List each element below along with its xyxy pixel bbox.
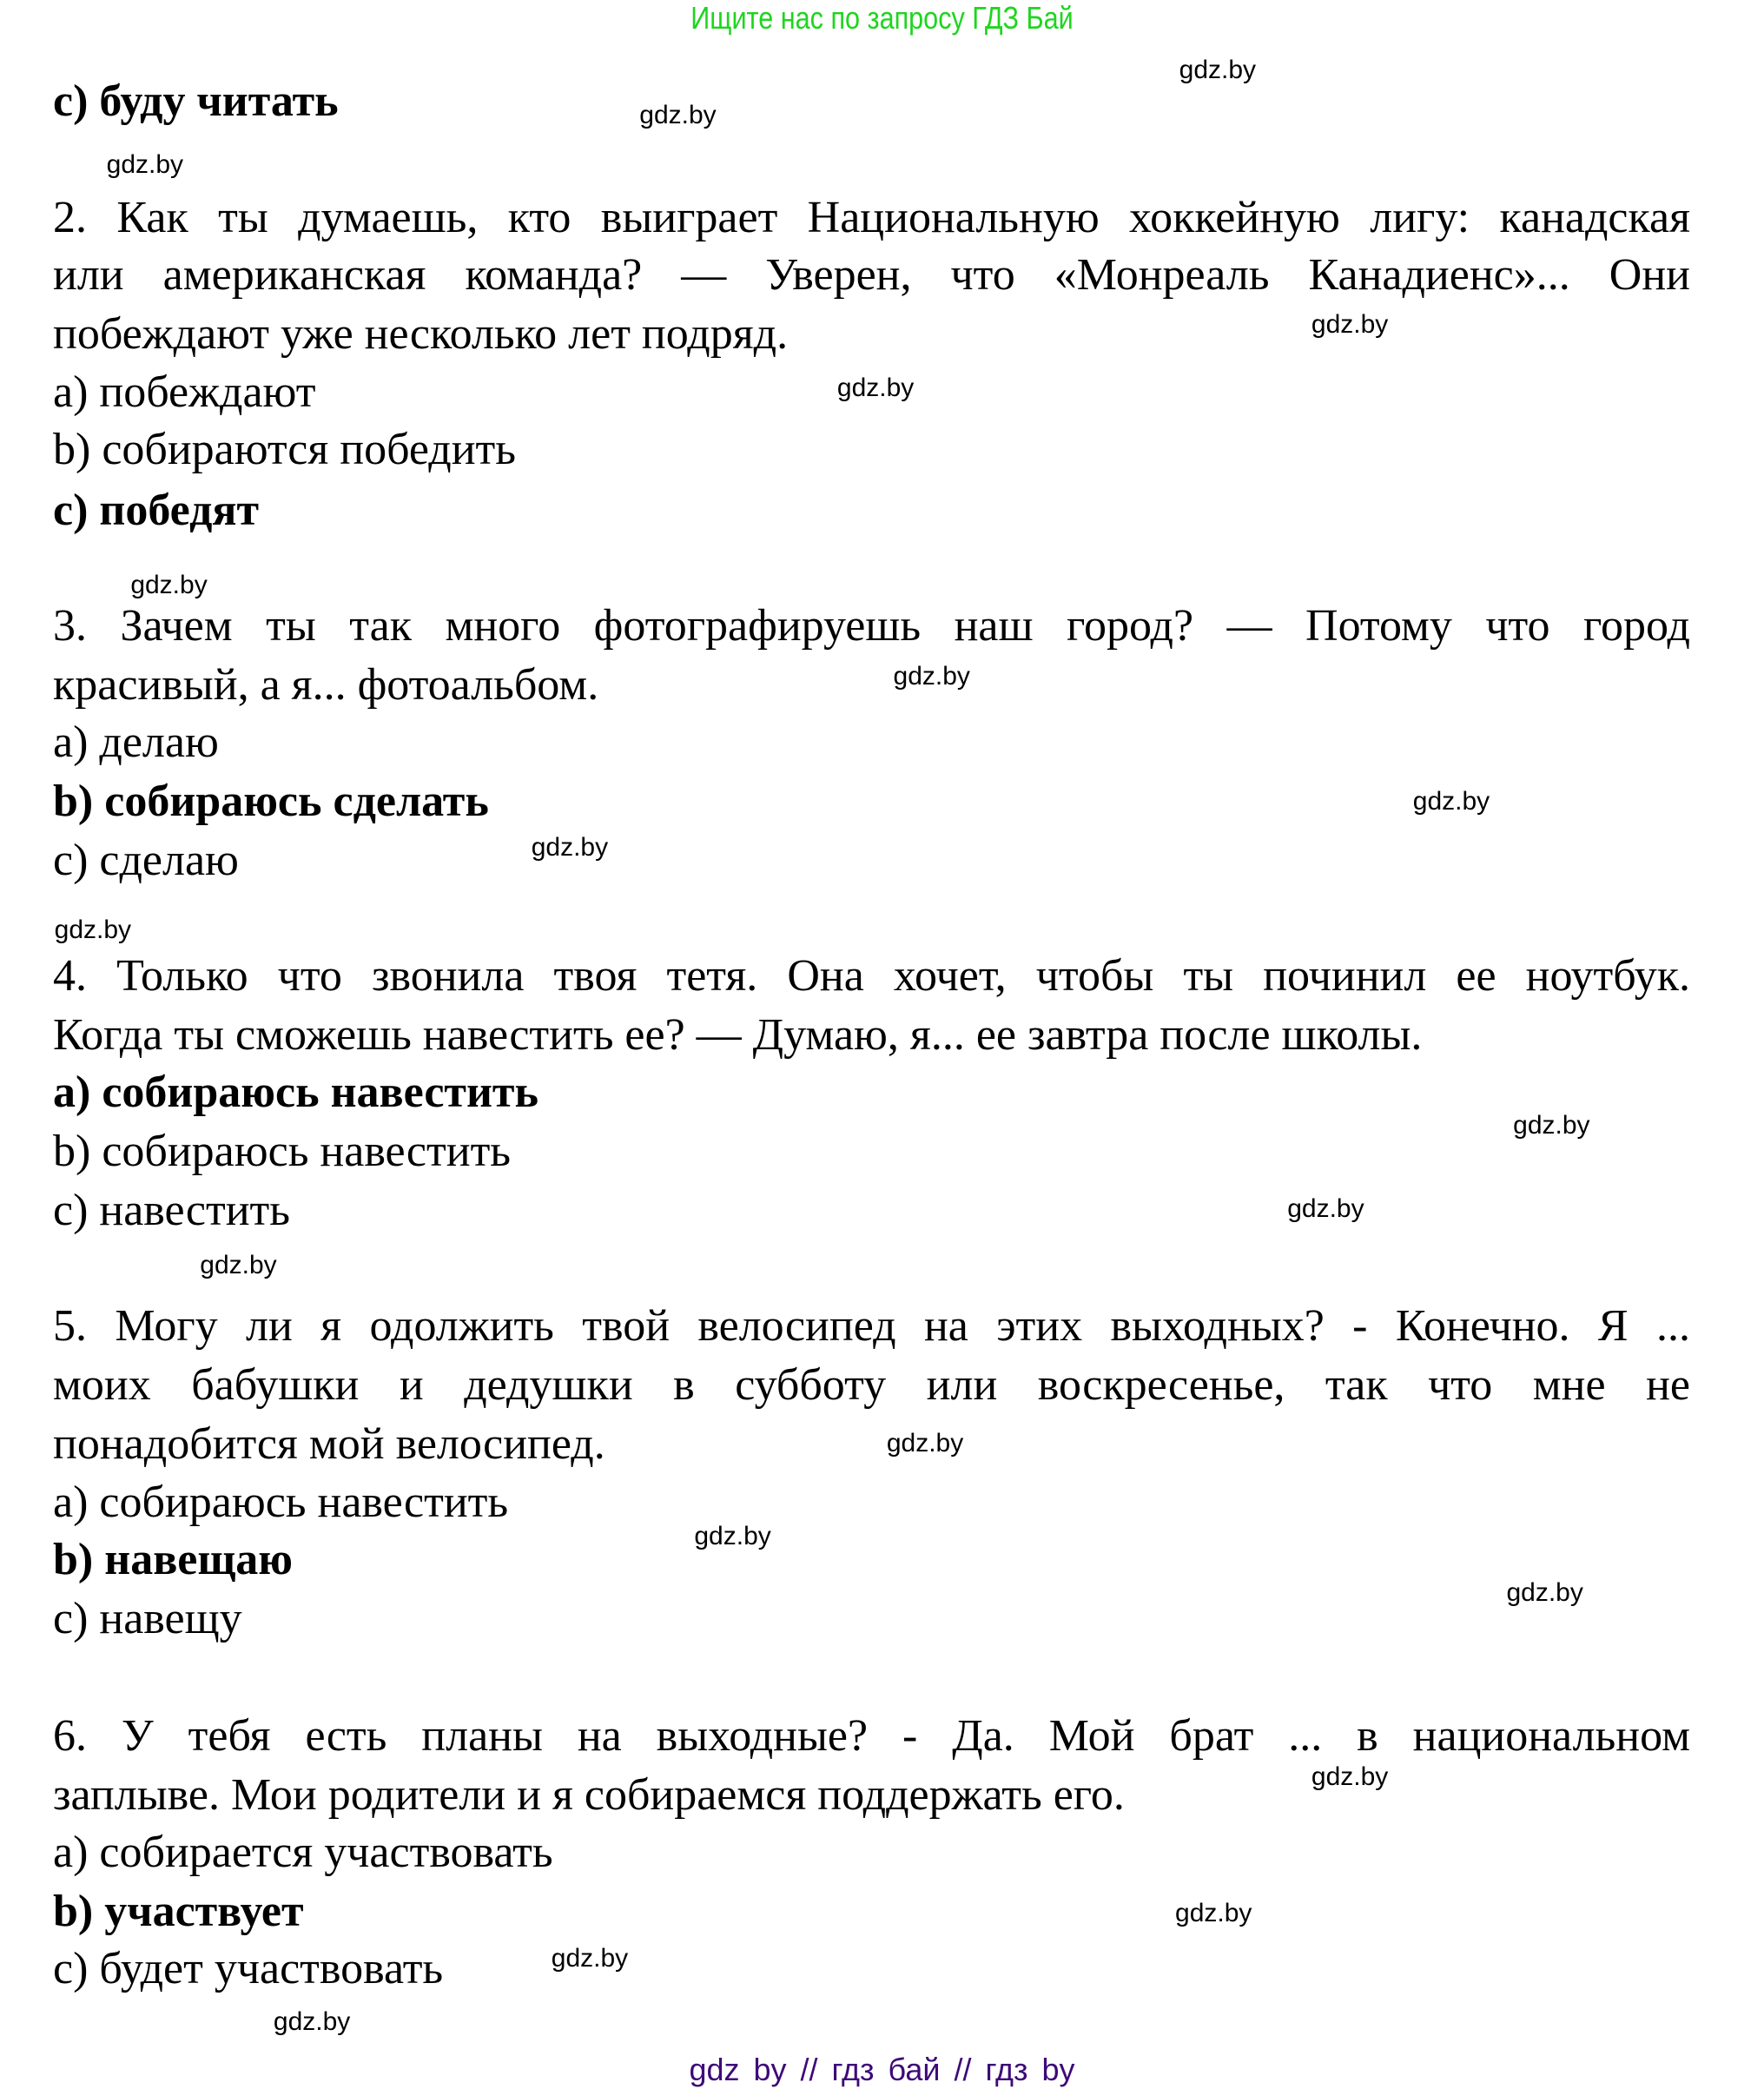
watermark: gdz.by [1311,1762,1389,1792]
answer-option: a) собираюсь навестить [53,1068,538,1117]
answer-option: c) навещу [53,1594,242,1643]
watermark: gdz.by [639,100,717,129]
question-line: моих бабушки и дедушки в субботу или воскресенье, так что мне не [53,1360,1690,1410]
answer-option: b) собираются победить [53,425,516,474]
watermark: gdz.by [1175,1898,1252,1927]
watermark: gdz.by [273,2006,351,2036]
answer-option: c) сделаю [53,836,239,885]
watermark: gdz.by [531,832,609,862]
question-line: Когда ты сможешь навестить ее? — Думаю, я... ее завтра после школы. [53,1010,1423,1060]
watermark: gdz.by [886,1428,964,1458]
watermark: gdz.by [1506,1577,1583,1607]
watermark: gdz.by [130,571,208,600]
watermark: gdz.by [551,1944,629,1973]
answer-option: a) делаю [53,717,219,767]
question-line: 3. Зачем ты так много фотографируешь наш город? — Потому что город [53,601,1690,651]
question-line: побеждают уже несколько лет подряд. [53,309,789,359]
watermark: gdz.by [106,149,184,179]
question-line: 4. Только что звонила твоя тетя. Она хочет, чтобы ты починил ее ноутбук. [53,951,1690,1001]
answer-option: c) буду читать [53,76,339,126]
question-line: красивый, а я... фотоальбом. [53,660,599,710]
watermark: gdz.by [1311,310,1389,340]
watermark: gdz.by [1513,1110,1590,1140]
answer-option: c) победят [53,486,260,535]
watermark: gdz.by [836,373,915,402]
watermark: gdz.by [54,915,132,944]
footer-links[interactable]: gdz by // гдз бай // гдз by [689,2052,1075,2087]
question-line: заплыве. Мои родители и я собираемся поддержать его. [53,1770,1125,1820]
watermark: gdz.by [893,661,970,691]
watermark: gdz.by [1179,55,1257,84]
search-hint-header: Ищите нас по запросу ГДЗ Бай [690,0,1074,36]
watermark: gdz.by [694,1522,771,1551]
answer-option: b) участвует [53,1887,304,1936]
answer-option: a) собираюсь навестить [53,1478,509,1527]
watermark: gdz.by [1412,787,1490,816]
watermark: gdz.by [200,1251,277,1280]
question-line: 6. У тебя есть планы на выходные? - Да. Мой брат ... в национальном [53,1711,1690,1761]
answer-option: b) собираюсь сделать [53,777,489,826]
answer-option: b) собираюсь навестить [53,1127,512,1176]
question-line: 5. Могу ли я одолжить твой велосипед на этих выходных? - Конечно. Я ... [53,1301,1690,1351]
question-line: понадобится мой велосипед. [53,1419,605,1469]
question-line: или американская команда? — Уверен, что «Монреаль Канадиенс»... Они [53,250,1690,300]
question-line: 2. Как ты думаешь, кто выиграет Национальную хоккейную лигу: канадская [53,193,1690,242]
answer-option: a) собирается участвовать [53,1828,553,1877]
watermark: gdz.by [1287,1194,1364,1224]
answer-option: b) навещаю [53,1535,293,1584]
answer-option: c) будет участвовать [53,1944,444,1993]
answer-option: c) навестить [53,1186,290,1235]
answer-option: a) побеждают [53,367,316,417]
